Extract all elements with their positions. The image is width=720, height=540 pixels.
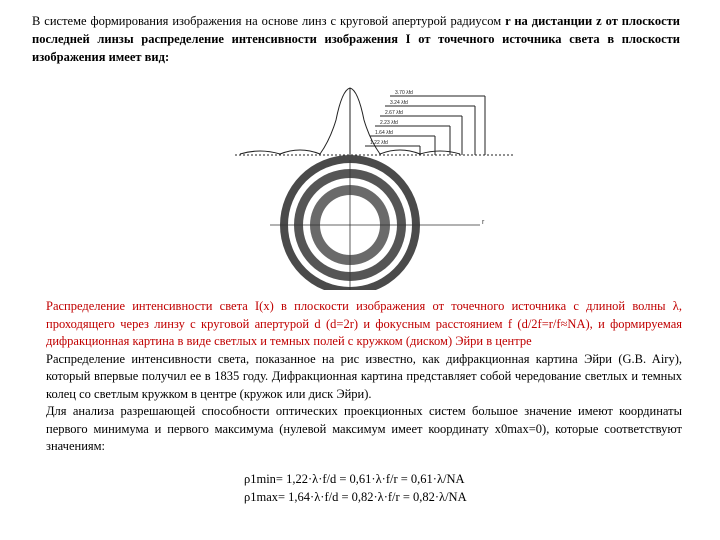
intro-paragraph xyxy=(32,12,680,66)
level-label-4: 1.64 λfd xyxy=(375,130,393,136)
level-label-0: 3.70 λfd xyxy=(395,90,413,96)
level-label-2: 2.67 λfd xyxy=(385,110,403,116)
main-text xyxy=(46,298,682,456)
level-label-3: 2.23 λfd xyxy=(380,120,398,126)
figure-caption: Распределение интенсивности света I(x) в плоскости изображения от точечного источника с длиной волны λ, проходящего через линзу с круговой апертурой d (d=2r) и фокусным расстоянием f (d/2f=r/f≈NA), и формируемая дифракционная картина в виде светлых и темных полей с кружком (диском) Эйри в центре xyxy=(46,299,682,348)
formula-first-maximum: ρ1max= 1,64·λ·f/d = 0,82·λ·f/r = 0,82·λ/NA xyxy=(244,490,467,504)
airy-diagram xyxy=(230,80,520,290)
level-label-5: 1.22 λfd xyxy=(370,140,388,146)
intro-text: В системе формирования изображения на основе линз с круговой апертурой радиусом xyxy=(32,14,506,28)
paragraph-1: Распределение интенсивности света, показанное на рис известно, как дифракционная картина Эйри (G.B. Airy), который впервые получил ее в 1835 году. Дифракционная картина представляет собой чередование светлых и темных колец со светлым кружком в центре (кружок или диск Эйри). xyxy=(46,351,682,401)
axis-label-r: r xyxy=(482,219,485,226)
formula-first-minimum: ρ1min= 1,22·λ·f/d = 0,61·λ·f/r = 0,61·λ/NA xyxy=(244,472,465,486)
diffraction-rings xyxy=(270,155,485,290)
intro-text-bold: r на дистанции z от плоскости последней линзы распределение интенсивности изображения I от точечного источника света в плоскости изображения имеет вид: xyxy=(32,14,680,64)
level-label-1: 3.24 λfd xyxy=(390,100,408,106)
intensity-plot xyxy=(235,88,515,158)
paragraph-2: Для анализа разрешающей способности оптических проекционных систем большое значение имеют координаты первого минимума и первого максимума (нулевой максимум имеет координату x0max=0), которые соответствуют значениям: xyxy=(46,404,682,453)
